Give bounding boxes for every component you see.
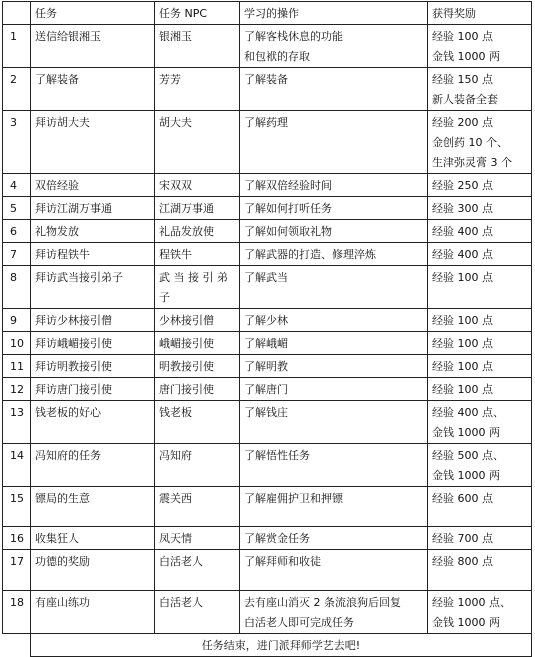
table-row	[3, 25, 532, 68]
task-name: 拜访江湖万事通	[31, 197, 155, 220]
task-name: 拜访唐门接引使	[31, 378, 155, 401]
operation-line: 和包袱的存取	[244, 50, 310, 63]
reward	[428, 174, 532, 197]
row-number: 14	[3, 444, 31, 487]
table-row	[3, 550, 532, 591]
operation-line: 了解武当	[244, 271, 288, 284]
row-number: 2	[3, 68, 31, 111]
learned-operation	[240, 68, 428, 111]
task-name: 礼物发放	[31, 220, 155, 243]
reward	[428, 332, 532, 355]
table-row	[3, 68, 532, 111]
task-name: 双倍经验	[31, 174, 155, 197]
reward-line: 经验 150 点	[432, 73, 493, 86]
task-npc: 礼品发放使	[155, 220, 240, 243]
reward-line: 金创药 10 个、	[432, 136, 508, 149]
row-number: 13	[3, 401, 31, 444]
reward-line: 金钱 1000 两	[432, 50, 500, 63]
task-npc: 明教接引使	[155, 355, 240, 378]
task-npc: 程铁牛	[155, 243, 240, 266]
row-number: 16	[3, 527, 31, 550]
row-number: 11	[3, 355, 31, 378]
reward-line: 经验 100 点	[432, 360, 493, 373]
table-row	[3, 591, 532, 634]
task-name: 拜访明教接引使	[31, 355, 155, 378]
task-name: 拜访少林接引僧	[31, 309, 155, 332]
reward	[428, 401, 532, 444]
operation-line: 了解双倍经验时间	[244, 179, 332, 192]
learned-operation	[240, 174, 428, 197]
task-npc: 凤天情	[155, 527, 240, 550]
learned-operation	[240, 355, 428, 378]
table-row	[3, 220, 532, 243]
learned-operation	[240, 111, 428, 174]
operation-line: 了解峨嵋	[244, 337, 288, 350]
learned-operation	[240, 527, 428, 550]
task-npc: 少林接引僧	[155, 309, 240, 332]
task-name: 拜访程铁牛	[31, 243, 155, 266]
learned-operation	[240, 332, 428, 355]
operation-line: 了解雇佣护卫和押镖	[244, 492, 343, 505]
row-number: 5	[3, 197, 31, 220]
reward-line: 经验 700 点	[432, 532, 493, 545]
table-row	[3, 487, 532, 527]
learned-operation	[240, 444, 428, 487]
task-name: 送信给银湘玉	[31, 25, 155, 68]
reward-line: 金钱 1000 两	[432, 616, 500, 629]
table-row	[3, 378, 532, 401]
header-npc: 任务 NPC	[155, 2, 240, 25]
reward-line: 经验 400 点、	[432, 406, 504, 419]
reward-line: 经验 500 点、	[432, 449, 504, 462]
reward-line: 生津弥灵膏 3 个	[432, 156, 512, 169]
row-number: 12	[3, 378, 31, 401]
task-npc: 白活老人	[155, 550, 240, 591]
task-name: 收集狂人	[31, 527, 155, 550]
reward-line: 金钱 1000 两	[432, 469, 500, 482]
task-name: 拜访武当接引弟子	[31, 266, 155, 309]
reward	[428, 355, 532, 378]
operation-line: 了解唐门	[244, 383, 288, 396]
table-row	[3, 401, 532, 444]
operation-line: 了解客栈休息的功能	[244, 30, 343, 43]
reward-line: 经验 200 点	[432, 116, 493, 129]
header-reward: 获得奖励	[428, 2, 532, 25]
operation-line: 了解装备	[244, 73, 288, 86]
learned-operation	[240, 378, 428, 401]
operation-line: 去有座山消灭 2 条流浪狗后回复	[244, 596, 401, 609]
reward	[428, 591, 532, 634]
row-number: 15	[3, 487, 31, 527]
reward	[428, 266, 532, 309]
table-header-row	[3, 2, 532, 25]
table-row	[3, 444, 532, 487]
reward-line: 经验 250 点	[432, 179, 493, 192]
reward-line: 经验 800 点	[432, 555, 493, 568]
footer-spacer	[3, 634, 31, 657]
task-name: 冯知府的任务	[31, 444, 155, 487]
reward	[428, 527, 532, 550]
footer-note: 任务结束，进门派拜师学艺去吧!	[31, 634, 532, 657]
quest-table	[2, 1, 532, 657]
task-name: 有座山练功	[31, 591, 155, 634]
reward-line: 金钱 1000 两	[432, 426, 500, 439]
task-name: 拜访胡大夫	[31, 111, 155, 174]
reward-line: 经验 100 点	[432, 30, 493, 43]
task-name: 拜访峨嵋接引使	[31, 332, 155, 355]
task-npc: 银湘玉	[155, 25, 240, 68]
footer-row	[3, 634, 532, 657]
task-npc: 胡大夫	[155, 111, 240, 174]
task-name: 钱老板的好心	[31, 401, 155, 444]
row-number: 18	[3, 591, 31, 634]
learned-operation	[240, 591, 428, 634]
operation-line: 了解如何打听任务	[244, 202, 332, 215]
reward-line: 经验 100 点	[432, 314, 493, 327]
table-row	[3, 243, 532, 266]
task-name: 功德的奖励	[31, 550, 155, 591]
task-npc: 武 当 接 引 弟 子	[155, 266, 240, 309]
header-operation: 学习的操作	[240, 2, 428, 25]
table-body	[3, 25, 532, 634]
row-number: 6	[3, 220, 31, 243]
header-num	[3, 2, 31, 25]
reward-line: 经验 300 点	[432, 202, 493, 215]
operation-line: 了解拜师和收徒	[244, 555, 321, 568]
row-number: 10	[3, 332, 31, 355]
operation-line: 了解钱庄	[244, 406, 288, 419]
table-row	[3, 309, 532, 332]
task-npc: 宋双双	[155, 174, 240, 197]
reward	[428, 111, 532, 174]
task-npc: 唐门接引使	[155, 378, 240, 401]
table-row	[3, 111, 532, 174]
learned-operation	[240, 266, 428, 309]
operation-line: 了解赏金任务	[244, 532, 310, 545]
reward	[428, 487, 532, 527]
row-number: 8	[3, 266, 31, 309]
reward-line: 经验 600 点	[432, 492, 493, 505]
operation-line: 了解少林	[244, 314, 288, 327]
task-npc: 钱老板	[155, 401, 240, 444]
operation-line: 了解药理	[244, 116, 288, 129]
reward-line: 经验 100 点	[432, 271, 493, 284]
learned-operation	[240, 487, 428, 527]
task-npc: 白活老人	[155, 591, 240, 634]
reward	[428, 243, 532, 266]
learned-operation	[240, 197, 428, 220]
table-row	[3, 174, 532, 197]
reward	[428, 25, 532, 68]
task-npc: 芳芳	[155, 68, 240, 111]
task-npc: 冯知府	[155, 444, 240, 487]
reward	[428, 197, 532, 220]
reward	[428, 68, 532, 111]
operation-line: 了解如何领取礼物	[244, 225, 332, 238]
table-row	[3, 332, 532, 355]
row-number: 1	[3, 25, 31, 68]
table-row	[3, 527, 532, 550]
reward-line: 经验 100 点	[432, 383, 493, 396]
learned-operation	[240, 220, 428, 243]
row-number: 7	[3, 243, 31, 266]
task-npc: 江湖万事通	[155, 197, 240, 220]
reward-line: 新人装备全套	[432, 93, 498, 106]
task-npc: 峨嵋接引使	[155, 332, 240, 355]
row-number: 9	[3, 309, 31, 332]
reward	[428, 550, 532, 591]
learned-operation	[240, 243, 428, 266]
row-number: 17	[3, 550, 31, 591]
reward-line: 经验 400 点	[432, 248, 493, 261]
reward-line: 经验 100 点	[432, 337, 493, 350]
learned-operation	[240, 309, 428, 332]
operation-line: 了解武器的打造、修理淬炼	[244, 248, 376, 261]
reward	[428, 220, 532, 243]
task-npc: 震关西	[155, 487, 240, 527]
operation-line: 了解明教	[244, 360, 288, 373]
header-task: 任务	[31, 2, 155, 25]
learned-operation	[240, 550, 428, 591]
table-row	[3, 266, 532, 309]
operation-line: 了解悟性任务	[244, 449, 310, 462]
learned-operation	[240, 25, 428, 68]
row-number: 4	[3, 174, 31, 197]
reward	[428, 378, 532, 401]
reward	[428, 309, 532, 332]
table-row	[3, 197, 532, 220]
table-row	[3, 355, 532, 378]
reward-line: 经验 400 点	[432, 225, 493, 238]
reward-line: 经验 1000 点、	[432, 596, 511, 609]
reward	[428, 444, 532, 487]
learned-operation	[240, 401, 428, 444]
task-name: 镖局的生意	[31, 487, 155, 527]
task-name: 了解装备	[31, 68, 155, 111]
row-number: 3	[3, 111, 31, 174]
operation-line: 白活老人即可完成任务	[244, 616, 354, 629]
